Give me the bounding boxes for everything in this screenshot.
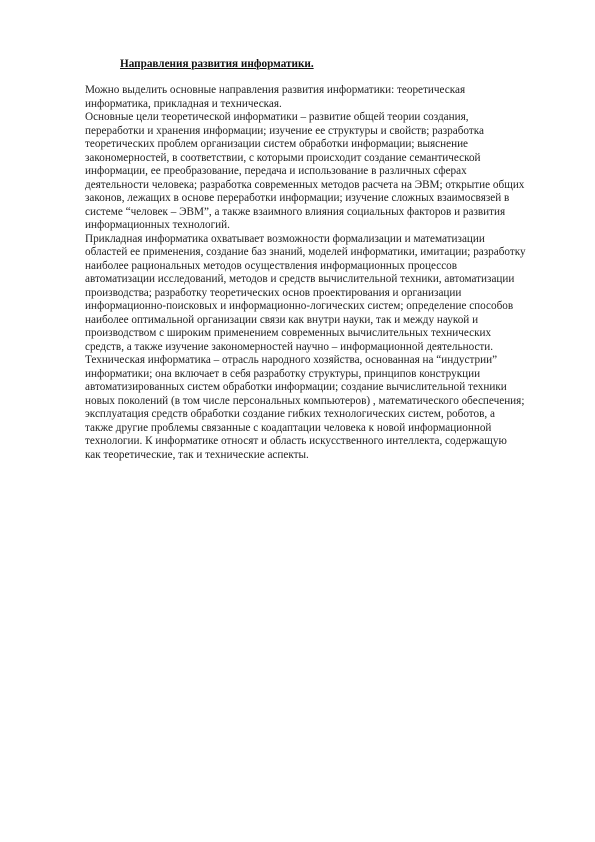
body-line: закономерностей, в соответствии, с которыми происходит создание семантической [85, 151, 481, 164]
document-body [85, 84, 545, 462]
body-line: деятельности человека; разработка современных методов расчета на ЭВМ; открытие общих [85, 178, 525, 191]
body-line: эксплуатация средств обработки создание гибких технологических систем, роботов, а [85, 408, 495, 420]
body-line: новых поколений (в том числе персональных компьютеров) , математического обеспечения; [85, 394, 525, 407]
body-line: информатика, прикладная и техническая. [85, 97, 282, 110]
body-line: переработки и хранения информации; изучение ее структуры и свойств; разработка [85, 124, 484, 137]
body-line: наиболее рациональных методов осуществления информационных процессов [85, 259, 458, 272]
body-line: Основные цели теоретической информатики – развитие общей теории создания, [85, 111, 469, 123]
body-line: информации, ее преобразование, передача и использование в различных сферах [85, 165, 467, 177]
document-title: Направления развития информатики. [120, 58, 314, 70]
body-line: технологии. К информатике относят и область искусственного интеллекта, содержащую [85, 435, 507, 447]
body-line: информатики; она включает в себя разработку структуры, принципов конструкции [85, 367, 481, 380]
body-line: законов, лежащих в основе переработки информации; изучение сложных взаимосвязей в [85, 192, 510, 204]
body-line: автоматизации исследований, методов и средств вычислительной техники, автоматизации [85, 273, 515, 285]
body-line: Прикладная информатика охватывает возможности формализации и математизации [85, 232, 485, 245]
body-line: областей ее применения, создание баз знаний, моделей информатики, имитации; разработку [85, 246, 526, 258]
body-line: информационно-поисковых и информационно-логических систем; определение способов [85, 300, 514, 312]
body-line: производством с широким применением современных вычислительных технических [85, 327, 492, 339]
body-line: наиболее оптимальной организации связи как внутри науки, так и между наукой и [85, 313, 479, 326]
body-line: как теоретические, так и технические аспекты. [85, 448, 309, 461]
body-line: информационных технологий. [85, 219, 230, 231]
body-line: теоретических проблем организации систем обработки информации; выяснение [85, 138, 469, 150]
body-line: Техническая информатика – отрасль народного хозяйства, основанная на “индустрии” [85, 354, 498, 366]
body-line: также другие проблемы связанные с коадаптации человека к новой информационной [85, 421, 492, 434]
body-line: средств, а также изучение закономерностей научно – информационной деятельности. [85, 340, 494, 353]
body-line: Можно выделить основные направления развития информатики: теоретическая [85, 84, 466, 96]
body-line: системе “человек – ЭВМ”, а также взаимного влияния социальных факторов и развития [85, 205, 506, 218]
body-line: автоматизированных систем обработки информации; создание вычислительной техники [85, 381, 507, 393]
body-line: производства; разработку теоретических основ проектирования и организации [85, 286, 462, 299]
